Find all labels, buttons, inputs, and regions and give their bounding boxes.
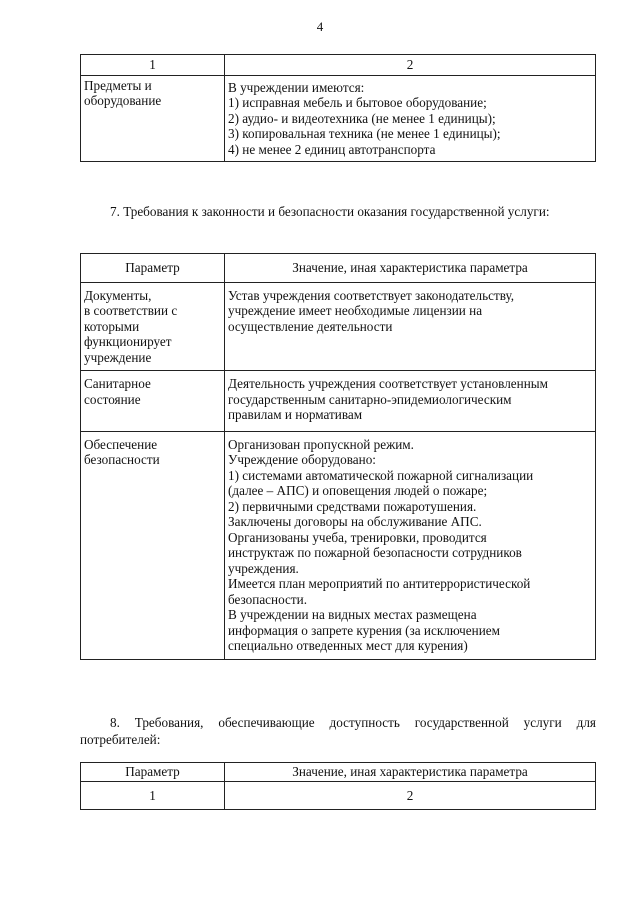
cell-line: Обеспечение (84, 436, 158, 452)
parameter-cell (81, 282, 225, 371)
cell-line: Имеется план мероприятий по антитеррористической (228, 576, 531, 591)
cell-line: (далее – АПС) и оповещения людей о пожаре; (228, 483, 488, 498)
cell-line: оборудование (84, 93, 162, 108)
cell-line: В учреждении на видных местах размещена (228, 607, 477, 622)
cell-line: инструктаж по пожарной безопасности сотрудников (228, 545, 522, 560)
value-cell (225, 282, 596, 371)
section-7-heading: 7. Требования к законности и безопасности оказания государственной услуги: (110, 204, 550, 219)
cell-line: В учреждении имеются: (228, 79, 365, 95)
value-cell (225, 371, 596, 432)
column-number-2: 2 (225, 781, 596, 810)
column-number-2: 2 (225, 55, 596, 76)
cell-line: учреждение (84, 349, 152, 365)
parameter-cell (81, 431, 225, 659)
cell-line: информация о запрете курения (за исключением (228, 622, 500, 638)
cell-line: безопасности (84, 452, 160, 467)
header-parameter: Параметр (81, 763, 225, 782)
legality-safety-table (80, 253, 596, 660)
cell-line: состояние (84, 391, 141, 407)
cell-line: 4) не менее 2 единиц автотранспорта (228, 141, 436, 157)
cell-line: 1) исправная мебель и бытовое оборудование; (228, 95, 487, 110)
value-cell (225, 431, 596, 659)
value-cell (225, 75, 596, 162)
cell-line: учреждение имеет необходимые лицензии на (228, 303, 483, 318)
cell-line: Устав учреждения соответствует законодательству, (228, 287, 515, 303)
column-number-1: 1 (81, 781, 225, 810)
table-row (81, 431, 596, 659)
cell-line: Документы, (84, 287, 152, 303)
table-header-row (81, 55, 596, 76)
cell-line: учреждения. (228, 560, 299, 576)
accessibility-table (80, 762, 596, 810)
cell-line: 2) аудио- и видеотехника (не менее 1 единицы); (228, 110, 496, 126)
header-parameter: Параметр (81, 254, 225, 283)
table-row (81, 371, 596, 432)
header-value: Значение, иная характеристика параметра (225, 254, 596, 283)
section-8-heading: 8. Требования, обеспечивающие доступность государственной услуги для потребителей: (80, 715, 596, 747)
cell-line: 2) первичными средствами пожаротушения. (228, 498, 477, 514)
cell-line: 3) копировальная техника (не менее 1 единицы); (228, 126, 501, 141)
cell-line: в соответствии с (84, 303, 178, 318)
cell-line: Предметы и (84, 77, 152, 93)
cell-line: функционирует (84, 334, 172, 349)
page-number: 4 (316, 19, 324, 34)
cell-line: Санитарное (84, 376, 151, 391)
cell-line: Деятельность учреждения соответствует установленным (228, 376, 548, 391)
cell-line: правилам и нормативам (228, 407, 363, 422)
cell-line: Организован пропускной режим. (228, 436, 414, 452)
header-value: Значение, иная характеристика параметра (225, 763, 596, 782)
column-number-1: 1 (81, 55, 225, 76)
table-header-row (81, 254, 596, 283)
cell-line: государственным санитарно-эпидемиологическим (228, 391, 512, 407)
cell-line: 1) системами автоматической пожарной сигнализации (228, 467, 534, 483)
equipment-table (80, 54, 596, 162)
cell-line: Заключены договоры на обслуживание АПС. (228, 514, 482, 529)
parameter-cell (81, 371, 225, 432)
table-row (81, 781, 596, 810)
table-header-row (81, 763, 596, 782)
cell-line: Организованы учеба, тренировки, проводится (228, 529, 487, 545)
cell-line: осуществление деятельности (228, 318, 393, 334)
table-row (81, 282, 596, 371)
cell-line: которыми (84, 318, 140, 334)
cell-line: специально отведенных мест для курения) (228, 638, 468, 653)
cell-line: безопасности. (228, 591, 307, 607)
table-row (81, 75, 596, 162)
cell-line: Учреждение оборудовано: (228, 452, 376, 467)
parameter-cell (81, 75, 225, 162)
